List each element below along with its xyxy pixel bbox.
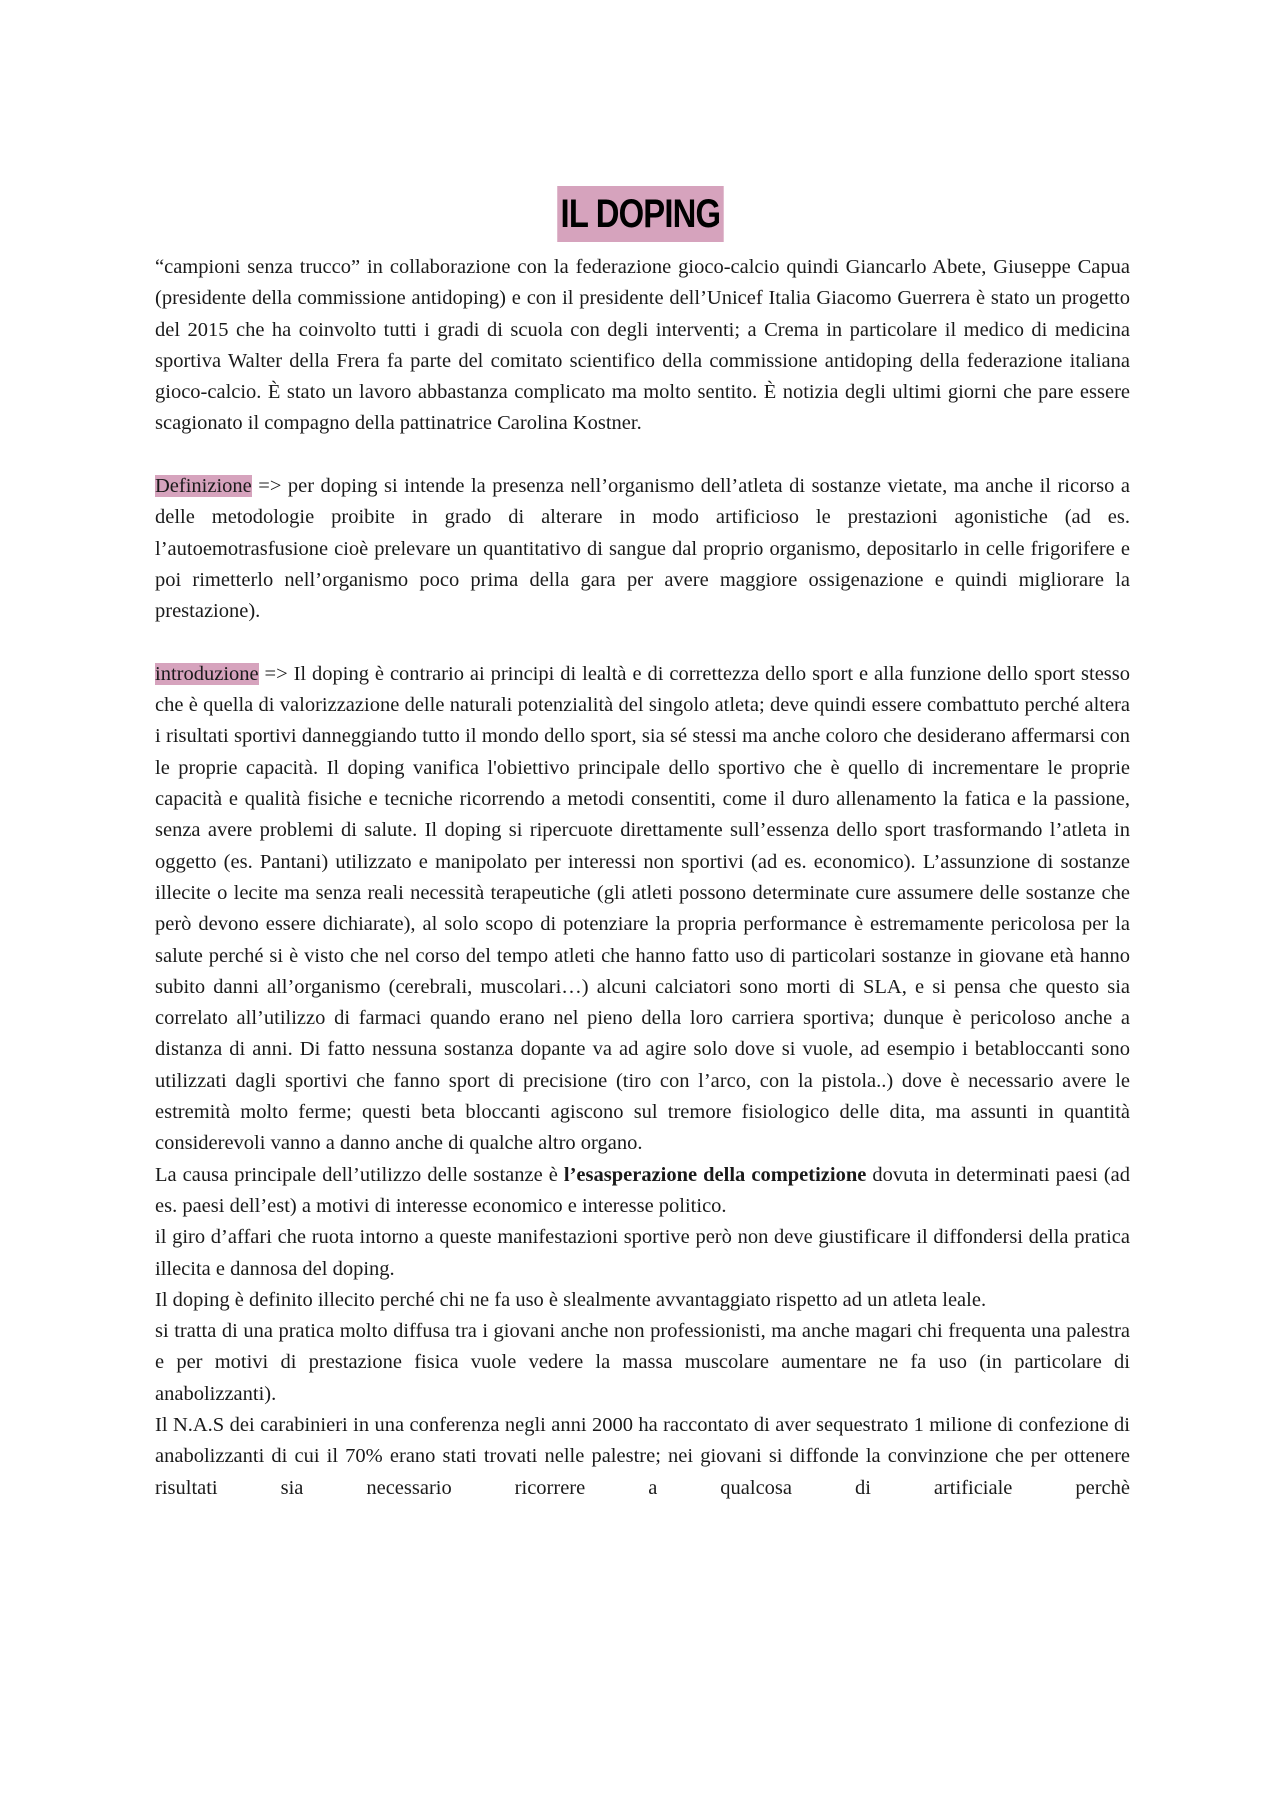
- paragraph-spacer: [155, 628, 1130, 659]
- paragraph-illicit: Il doping è definito illecito perché chi ne fa uso è slealmente avvantaggiato rispetto ad un atleta leale.: [155, 1288, 987, 1311]
- paragraph-youth: si tratta di una pratica molto diffusa tra i giovani anche non professionisti, ma anche magari chi frequenta una palestra e per motivi di prestazione fisica vuole vedere la massa muscolare aumentare ne fa uso (in particolare di anabolizzanti).: [155, 1320, 1130, 1405]
- definition-text: per doping si intende la presenza nell’organismo dell’atleta di sostanze vietate, ma anche il ricorso a delle metodologie proibite in grado di alterare in modo artificioso le prestazioni agonistiche (ad es. l’autoemotrasfusione cioè prelevare un quantitativo di sangue dal proprio organismo, depositarlo in celle frigorifere e poi rimetterlo nell’organismo poco prima della gara per avere maggiore ossigenazione e quindi migliorare la prestazione).: [155, 475, 1130, 623]
- cause-text-before: La causa principale dell’utilizzo delle sostanze è: [155, 1163, 564, 1186]
- document-title: IL DOPING: [557, 186, 723, 242]
- intro-paragraph: “campioni senza trucco” in collaborazione con la federazione gioco-calcio quindi Giancarlo Abete, Giuseppe Capua (presidente della commissione antidoping) e con il presidente dell’Unicef Italia Giacomo Guerrera è stato un progetto del 2015 che ha coinvolto tutti i gradi di scuola con degli interventi; a Crema in particolare il medico di medicina sportiva Walter della Frera fa parte del comitato scientifico della commissione antidoping della federazione italiana gioco-calcio. È stato un lavoro abbastanza complicato ma molto sentito. È notizia degli ultimi giorni che pare essere scagionato il compagno della pattinatrice Carolina Kostner.: [155, 256, 1130, 435]
- paragraph-business: il giro d’affari che ruota intorno a queste manifestazioni sportive però non deve giustificare il diffondersi della pratica illecita e dannosa del doping.: [155, 1226, 1130, 1280]
- document-body: [155, 252, 1130, 1504]
- definition-label: Definizione: [155, 475, 252, 498]
- introduction-arrow: =>: [258, 662, 294, 685]
- paragraph-nas: Il N.A.S dei carabinieri in una conferenza negli anni 2000 ha raccontato di aver sequestrato 1 milione di confezione di anabolizzanti di cui il 70% erano stati trovati nelle palestre; nei giovani si diffonde la convinzione che per ottenere risultati sia necessario ricorrere a qualcosa di artificiale perchè: [155, 1413, 1130, 1499]
- title-container: [0, 186, 1280, 242]
- introduction-label: introduzione: [155, 662, 259, 685]
- introduction-text: Il doping è contrario ai principi di lealtà e di correttezza dello sport e alla funzione dello sport stesso che è quella di valorizzazione delle naturali potenzialità del singolo atleta; deve quindi essere combattuto perché altera i risultati sportivi danneggiando tutto il mondo dello sport, sia sé stessi ma anche coloro che desiderano affermarsi con le proprie capacità. Il doping vanifica l'obiettivo principale dello sportivo che è quello di incrementare le proprie capacità e qualità fisiche e tecniche ricorrendo a metodi consentiti, come il duro allenamento la fatica e la passione, senza avere problemi di salute. Il doping si ripercuote direttamente sull’essenza dello sport trasformando l’atleta in oggetto (es. Pantani) utilizzato e manipolato per interessi non sportivi (ad es. economico). L’assunzione di sostanze illecite o lecite ma senza reali necessità terapeutiche (gli atleti possono determinate cure assumere delle sostanze che però devono essere dichiarate), al solo scopo di potenziare la propria performance è estremamente pericolosa per la salute perché si è visto che nel corso del tempo atleti che hanno fatto uso di particolari sostanze in giovane età hanno subito danni all’organismo (cerebrali, muscolari…) alcuni calciatori sono morti di SLA, e si pensa che questo sia correlato all’utilizzo di farmaci quando erano nel pieno della loro carriera sportiva; dunque è pericoloso anche a distanza di anni. Di fatto nessuna sostanza dopante va ad agire solo dove si vuole, ad esempio i betabloccanti sono utilizzati dagli sportivi che fanno sport di precisione (tiro con l’arco, con la pistola..) dove è necessario avere le estremità molto ferme; questi beta bloccanti agiscono sul tremore fisiologico delle dita, ma assunti in quantità considerevoli vanno a danno anche di qualche altro organo.: [155, 662, 1131, 1155]
- definition-arrow: =>: [251, 475, 288, 498]
- definition-paragraph: [155, 471, 1130, 627]
- cause-bold-text: l’esasperazione della competizione: [563, 1163, 867, 1186]
- introduction-paragraph: [155, 659, 1130, 1160]
- cause-paragraph: [155, 1160, 1130, 1223]
- cause-text-after: dovuta in determinati paesi (ad es. paesi dell’est) a motivi di interesse economico e interesse politico.: [155, 1163, 1130, 1217]
- paragraph-spacer: [155, 440, 1130, 471]
